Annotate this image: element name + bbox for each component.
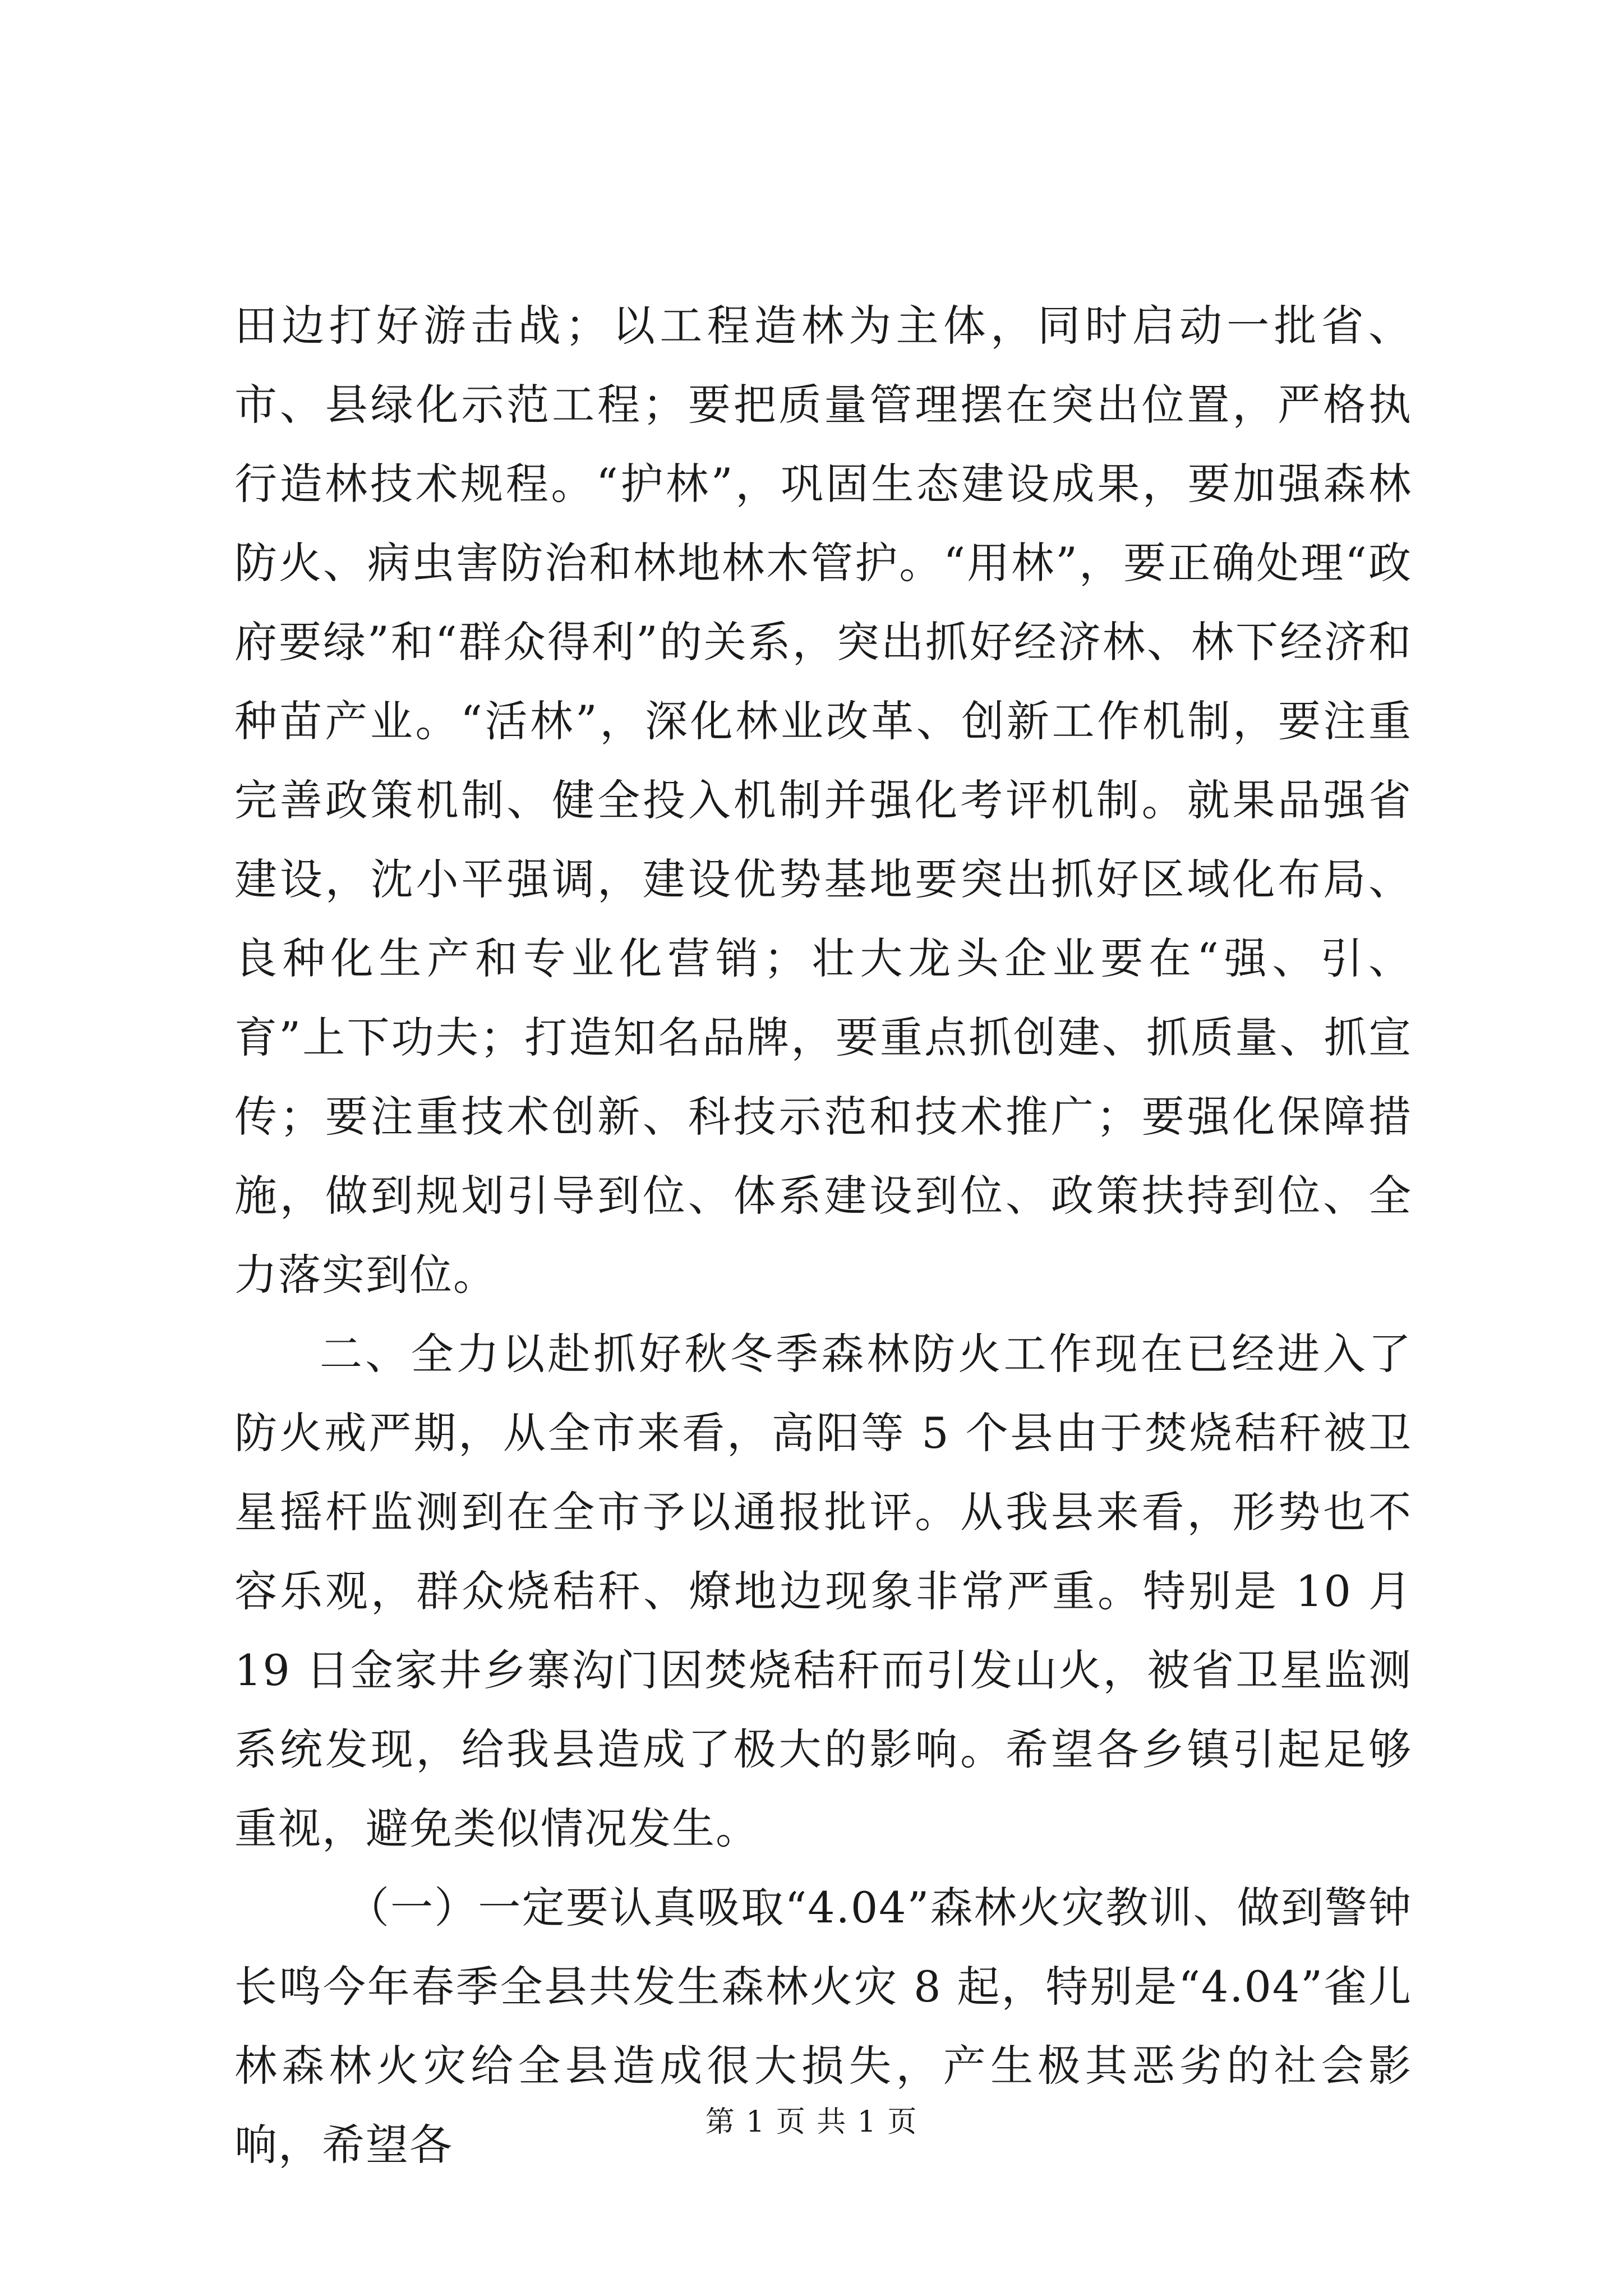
page-footer: 第 1 页 共 1 页 <box>705 2105 918 2139</box>
paragraph-2: 二、全力以赴抓好秋冬季森林防火工作现在已经进入了防火戒严期，从全市来看，高阳等 5 个县由于焚烧秸秆被卫星摇杆监测到在全市予以通报批评。从我县来看，形势也不容乐观，群众烧秸秆、燎地边现象非常严重。特别是 10 月 19 日金家井乡寨沟门因焚烧秸秆而引发山火，被省卫星监测系统发现，给我县造成了极大的影响。希望各乡镇引起足够重视，避免类似情况发生。 <box>234 1329 1412 1853</box>
paragraph-1: 田边打好游击战；以工程造林为主体，同时启动一批省、市、县绿化示范工程；要把质量管理摆在突出位置，严格执行造林技术规程。“护林”，巩固生态建设成果，要加强森林防火、病虫害防治和林地林木管护。“用林”，要正确处理“政府要绿”和“群众得利”的关系，突出抓好经济林、林下经济和种苗产业。“活林”，深化林业改革、创新工作机制，要注重完善政策机制、健全投入机制并强化考评机制。就果品强省建设，沈小平强调，建设优势基地要突出抓好区域化布局、良种化生产和专业化营销；壮大龙头企业要在“强、引、育”上下功夫；打造知名品牌，要重点抓创建、抓质量、抓宣传；要注重技术创新、科技示范和技术推广；要强化保障措施，做到规划引导到位、体系建设到位、政策扶持到位、全力落实到位。 <box>234 301 1412 1300</box>
document-body <box>234 286 1412 2184</box>
paragraph-3: （一）一定要认真吸取“4.04”森林火灾教训、做到警钟长鸣今年春季全县共发生森林火灾 8 起，特别是“4.04”雀儿林森林火灾给全县造成很大损失，产生极其恶劣的社会影响，希望各 <box>234 1883 1412 2170</box>
